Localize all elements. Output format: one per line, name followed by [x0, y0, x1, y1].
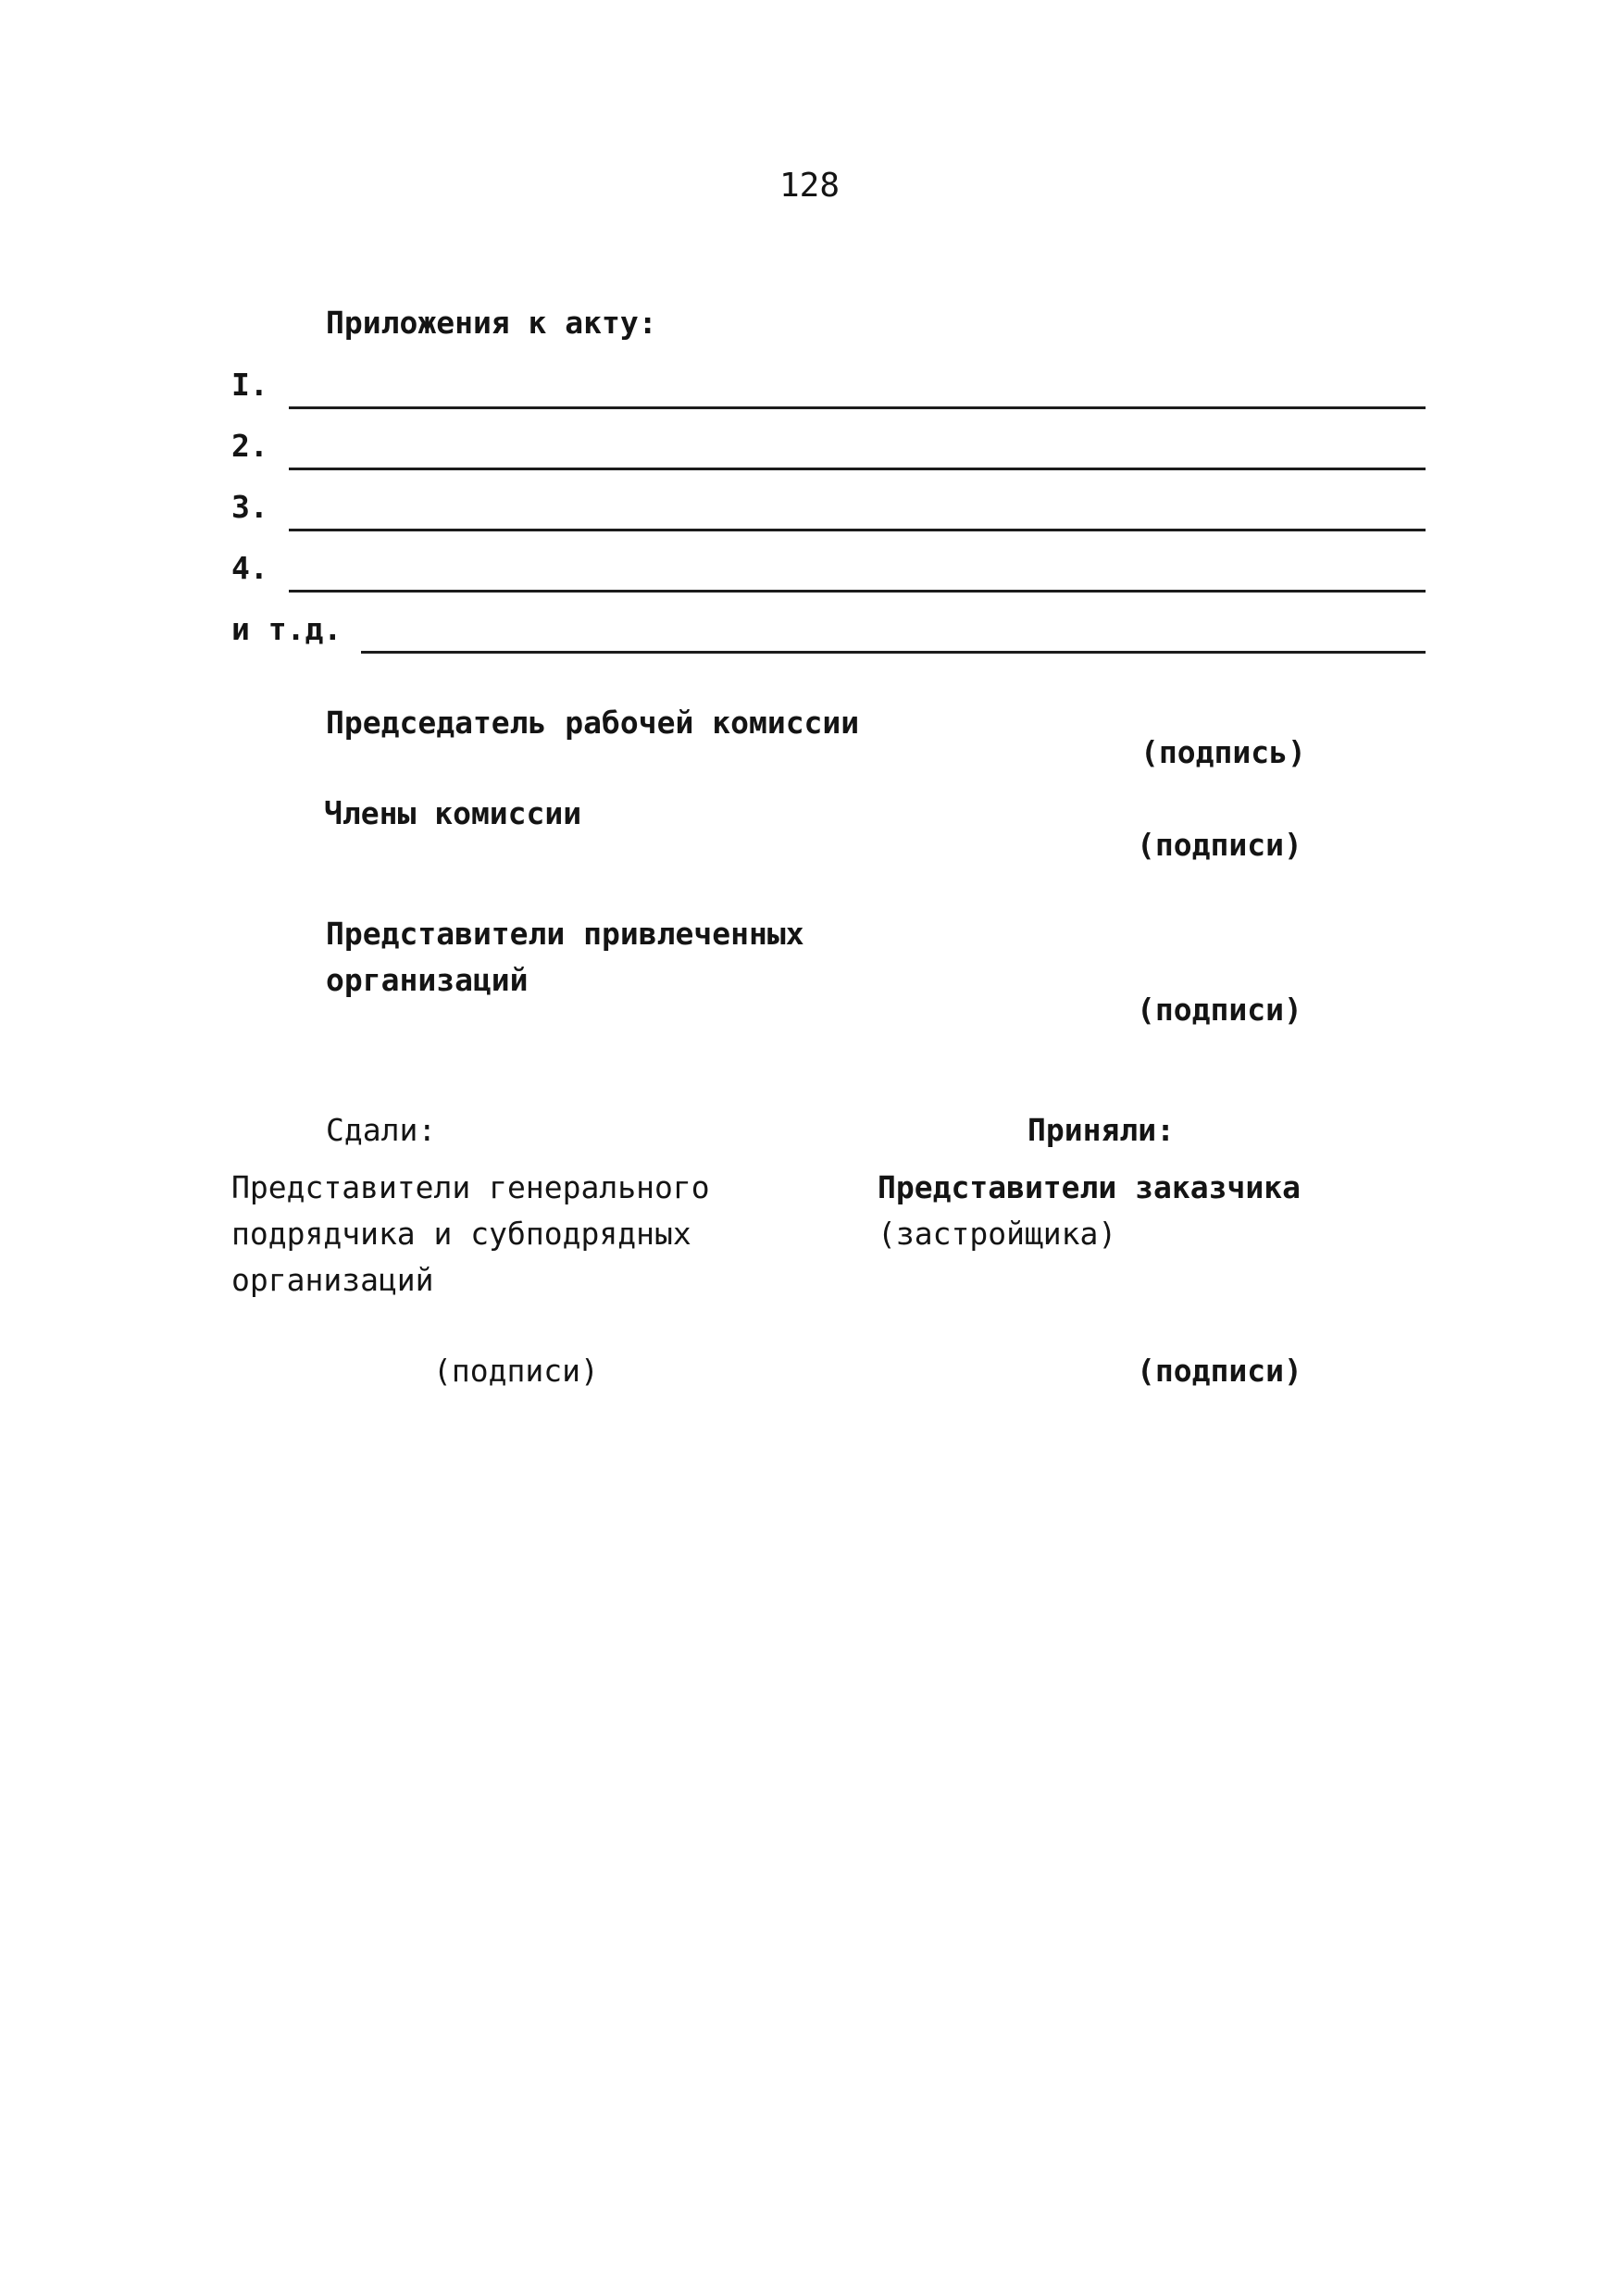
handed-representatives-line2: подрядчика и субподрядных — [231, 1216, 691, 1252]
attachment-row-4 — [231, 546, 1426, 593]
attachment-row-etc — [231, 607, 1426, 654]
chairman-label: Председатель рабочей комиссии — [326, 705, 860, 741]
accepted-representatives-line1: Представители заказчика — [878, 1169, 1301, 1205]
handed-title: Сдали: — [326, 1112, 437, 1148]
attachment-blank-line[interactable] — [289, 529, 1426, 531]
attachment-number: 4. — [231, 550, 268, 587]
attachment-number: и т.д. — [231, 611, 342, 648]
accepted-signature: (подписи) — [1137, 1353, 1302, 1389]
handed-representatives-line3: организаций — [231, 1262, 434, 1298]
accepted-title: Приняли: — [1027, 1112, 1175, 1148]
page-number: 128 — [778, 167, 841, 205]
accepted-representatives-line2: (застройщика) — [878, 1216, 1117, 1252]
handed-representatives-line1: Представители генерального — [231, 1169, 710, 1205]
attachment-row-3 — [231, 485, 1426, 531]
handed-signature: (подписи) — [433, 1353, 599, 1389]
attachment-row-2 — [231, 424, 1426, 470]
members-label: Члены комиссии — [324, 795, 582, 831]
attachment-number: 3. — [231, 489, 268, 526]
representatives-label-line1: Представители привлеченных — [326, 916, 804, 952]
attachment-blank-line[interactable] — [289, 590, 1426, 593]
attachment-number: 2. — [231, 428, 268, 465]
attachment-row-1 — [231, 363, 1426, 409]
representatives-label-line2: организаций — [326, 962, 529, 998]
attachments-title: Приложения к акту: — [326, 305, 657, 341]
attachment-blank-line[interactable] — [289, 468, 1426, 470]
attachment-blank-line[interactable] — [361, 651, 1426, 654]
representatives-signature: (подписи) — [1137, 992, 1302, 1028]
members-signature: (подписи) — [1137, 827, 1302, 863]
chairman-signature: (подпись) — [1140, 734, 1306, 770]
attachment-number: I. — [231, 367, 268, 404]
attachment-blank-line[interactable] — [289, 406, 1426, 409]
